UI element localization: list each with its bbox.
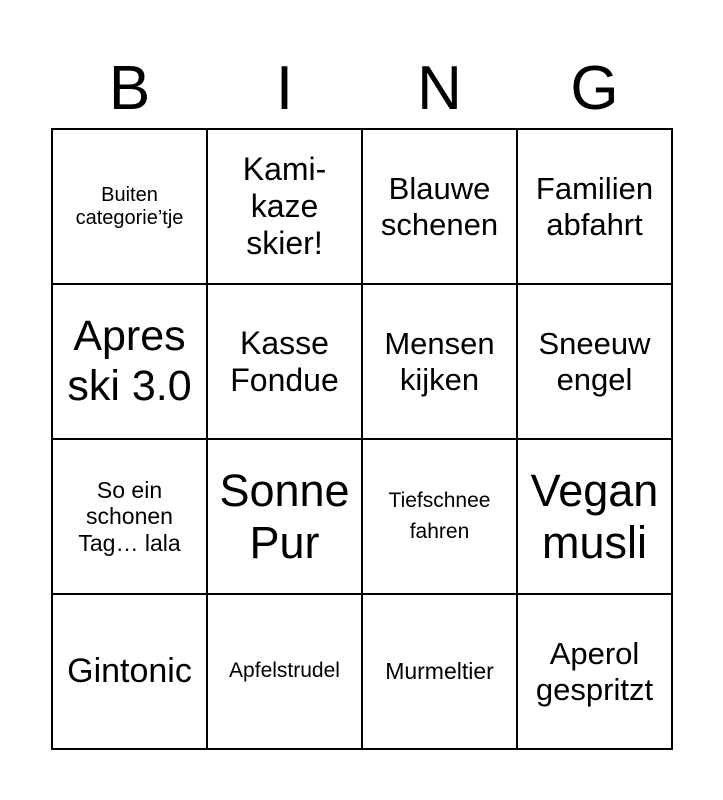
cell-text: Mensen kijken [384,325,495,397]
cell-text: Vegan musli [530,464,659,568]
bingo-cell[interactable] [517,594,672,749]
cell-text: Buiten categorie’tje [75,183,184,229]
cell-text: Murmeltier [385,658,494,685]
cell-text: Familien abfahrt [535,170,654,242]
bingo-cell[interactable] [52,439,207,594]
cell-text: Blauwe schenen [380,170,499,242]
bingo-cell[interactable] [207,594,362,749]
cell-text: Kasse Fondue [230,324,339,398]
cell-text: Kami-kaze skier! [242,151,327,261]
bingo-cell[interactable] [52,594,207,749]
bingo-cell[interactable] [517,439,672,594]
bingo-header [52,50,672,128]
cell-text: Sonne Pur [219,464,350,568]
bingo-cell[interactable] [362,284,517,439]
bingo-cell[interactable] [362,439,517,594]
bingo-cell[interactable] [207,284,362,439]
bingo-cell[interactable] [517,129,672,284]
grid-row-1 [52,129,672,284]
bingo-cell[interactable] [52,129,207,284]
header-letter-i: I [275,54,294,123]
bingo-cell[interactable] [52,284,207,439]
cell-text: Tiefschnee fahren [388,489,491,543]
bingo-grid [51,128,673,750]
header-letter-g: G [570,54,619,123]
cell-text: Apfelstrudel [229,659,340,683]
cell-text: So ein schonen Tag… lala [78,476,181,556]
cell-text: Sneeuw engel [538,325,651,397]
bingo-cell[interactable] [517,284,672,439]
cell-text: Gintonic [67,651,192,690]
bingo-cell[interactable] [207,129,362,284]
header-letter-n: N [417,54,462,123]
cell-text: Apres ski 3.0 [67,312,192,410]
bingo-cell[interactable] [362,594,517,749]
cell-text: Aperol gespritzt [535,635,654,707]
bingo-cell[interactable] [362,129,517,284]
grid-row-4 [52,594,672,749]
grid-row-3 [52,439,672,594]
bingo-cell[interactable] [207,439,362,594]
header-letter-b: B [108,54,151,123]
grid-row-2 [52,284,672,439]
